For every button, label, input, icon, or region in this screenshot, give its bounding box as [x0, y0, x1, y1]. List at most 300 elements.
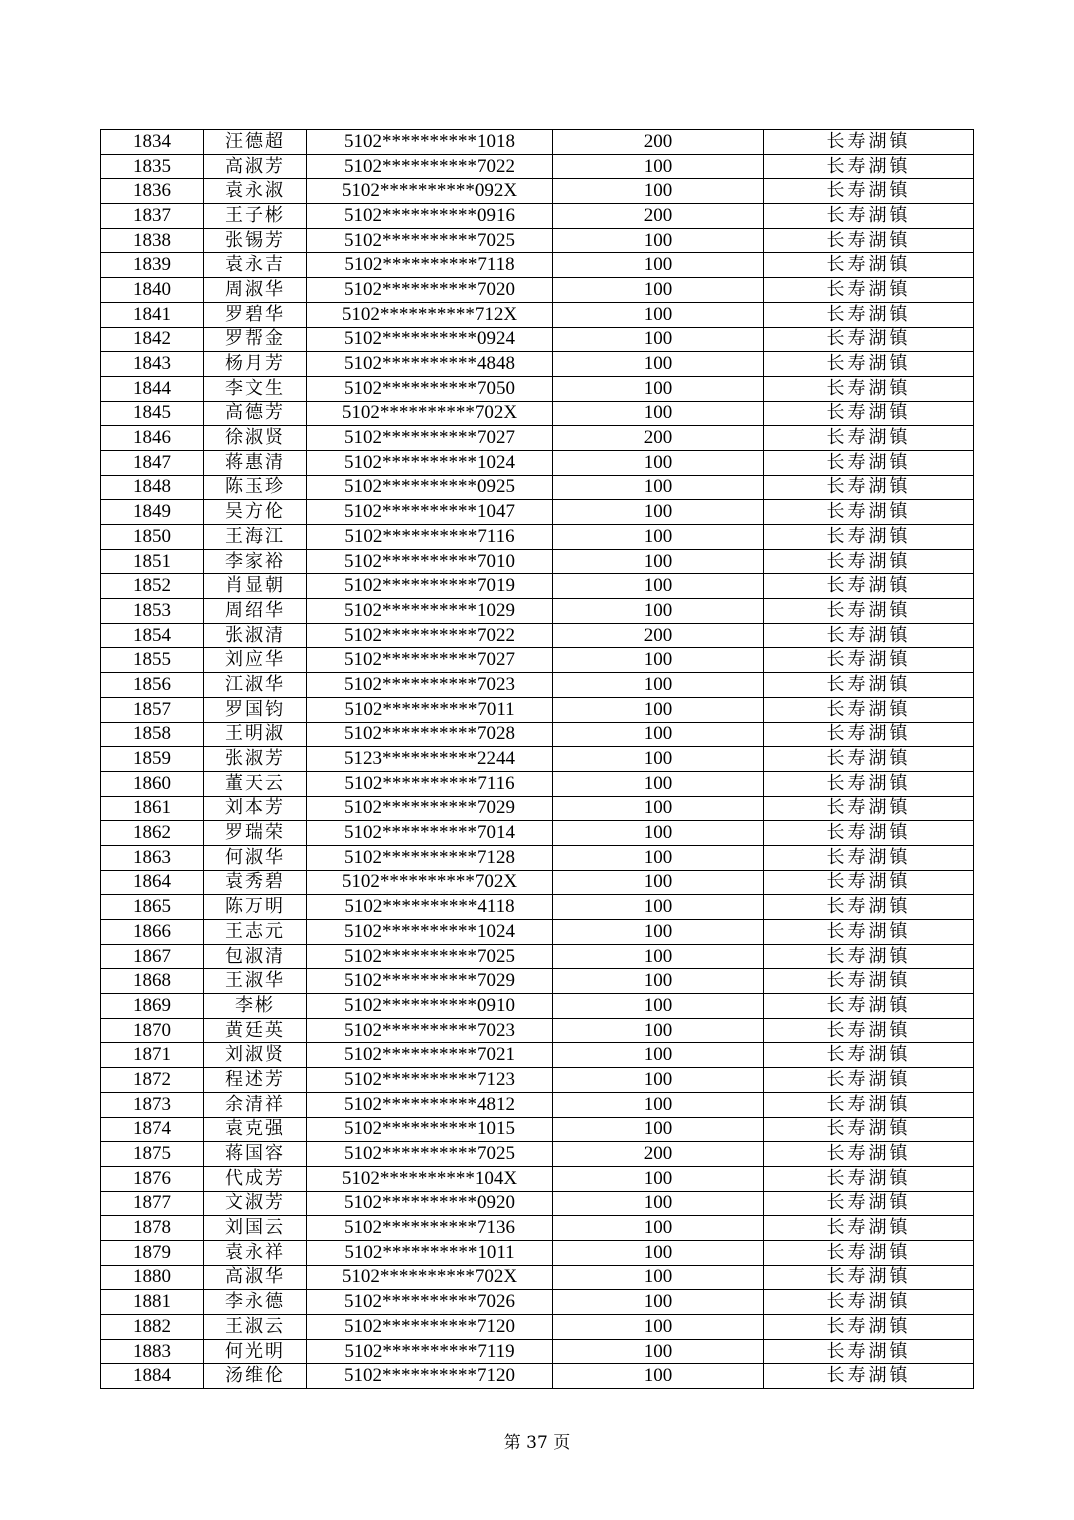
township-cell: 长寿湖镇 [764, 228, 974, 253]
name-cell: 王淑云 [204, 1315, 307, 1340]
amount-cell: 100 [553, 179, 764, 204]
table-row [101, 845, 974, 870]
amount-cell: 100 [553, 994, 764, 1019]
amount-cell: 100 [553, 1290, 764, 1315]
id-number-cell: 5102**********7026 [307, 1290, 553, 1315]
table-row [101, 1142, 974, 1167]
name-cell: 高德芳 [204, 401, 307, 426]
township-cell: 长寿湖镇 [764, 648, 974, 673]
township-cell: 长寿湖镇 [764, 1265, 974, 1290]
table-row [101, 327, 974, 352]
id-number-cell: 5102**********7120 [307, 1315, 553, 1340]
township-cell: 长寿湖镇 [764, 278, 974, 303]
row-number-cell: 1841 [101, 302, 204, 327]
id-number-cell: 5102**********0925 [307, 475, 553, 500]
table-row [101, 969, 974, 994]
row-number-cell: 1872 [101, 1068, 204, 1093]
table-row [101, 401, 974, 426]
amount-cell: 100 [553, 1166, 764, 1191]
amount-cell: 100 [553, 1068, 764, 1093]
name-cell: 程述芳 [204, 1068, 307, 1093]
table-row [101, 1018, 974, 1043]
id-number-cell: 5102**********7025 [307, 944, 553, 969]
table-row [101, 623, 974, 648]
name-cell: 蒋惠清 [204, 450, 307, 475]
name-cell: 张锡芳 [204, 228, 307, 253]
amount-cell: 100 [553, 1339, 764, 1364]
id-number-cell: 5102**********1029 [307, 599, 553, 624]
id-number-cell: 5102**********4118 [307, 895, 553, 920]
roster-table-body [101, 130, 974, 1389]
row-number-cell: 1881 [101, 1290, 204, 1315]
table-row [101, 450, 974, 475]
township-cell: 长寿湖镇 [764, 253, 974, 278]
table-row [101, 648, 974, 673]
township-cell: 长寿湖镇 [764, 1240, 974, 1265]
name-cell: 罗碧华 [204, 302, 307, 327]
name-cell: 袁克强 [204, 1117, 307, 1142]
township-cell: 长寿湖镇 [764, 1142, 974, 1167]
row-number-cell: 1867 [101, 944, 204, 969]
table-row [101, 278, 974, 303]
name-cell: 何光明 [204, 1339, 307, 1364]
id-number-cell: 5102**********4812 [307, 1092, 553, 1117]
table-row [101, 475, 974, 500]
table-row [101, 1068, 974, 1093]
id-number-cell: 5102**********7118 [307, 253, 553, 278]
name-cell: 刘本芳 [204, 796, 307, 821]
name-cell: 陈玉珍 [204, 475, 307, 500]
row-number-cell: 1856 [101, 673, 204, 698]
row-number-cell: 1852 [101, 574, 204, 599]
id-number-cell: 5102**********7021 [307, 1043, 553, 1068]
name-cell: 黄廷英 [204, 1018, 307, 1043]
township-cell: 长寿湖镇 [764, 500, 974, 525]
amount-cell: 100 [553, 549, 764, 574]
amount-cell: 100 [553, 228, 764, 253]
id-number-cell: 5102**********7028 [307, 722, 553, 747]
row-number-cell: 1864 [101, 870, 204, 895]
id-number-cell: 5102**********7022 [307, 154, 553, 179]
amount-cell: 100 [553, 327, 764, 352]
amount-cell: 100 [553, 845, 764, 870]
roster-table [100, 129, 974, 1389]
name-cell: 高淑芳 [204, 154, 307, 179]
township-cell: 长寿湖镇 [764, 1068, 974, 1093]
name-cell: 吴方伦 [204, 500, 307, 525]
id-number-cell: 5102**********1011 [307, 1240, 553, 1265]
id-number-cell: 5102**********702X [307, 870, 553, 895]
name-cell: 袁秀碧 [204, 870, 307, 895]
amount-cell: 100 [553, 895, 764, 920]
id-number-cell: 5102**********7027 [307, 648, 553, 673]
row-number-cell: 1854 [101, 623, 204, 648]
id-number-cell: 5102**********7020 [307, 278, 553, 303]
id-number-cell: 5102**********7019 [307, 574, 553, 599]
amount-cell: 100 [553, 1018, 764, 1043]
row-number-cell: 1840 [101, 278, 204, 303]
table-row [101, 302, 974, 327]
row-number-cell: 1879 [101, 1240, 204, 1265]
id-number-cell: 5102**********0924 [307, 327, 553, 352]
id-number-cell: 5102**********7022 [307, 623, 553, 648]
township-cell: 长寿湖镇 [764, 401, 974, 426]
amount-cell: 100 [553, 475, 764, 500]
id-number-cell: 5102**********7011 [307, 697, 553, 722]
amount-cell: 100 [553, 401, 764, 426]
township-cell: 长寿湖镇 [764, 969, 974, 994]
township-cell: 长寿湖镇 [764, 870, 974, 895]
amount-cell: 100 [553, 1315, 764, 1340]
township-cell: 长寿湖镇 [764, 1339, 974, 1364]
id-number-cell: 5102**********7116 [307, 771, 553, 796]
name-cell: 张淑清 [204, 623, 307, 648]
row-number-cell: 1871 [101, 1043, 204, 1068]
row-number-cell: 1855 [101, 648, 204, 673]
township-cell: 长寿湖镇 [764, 574, 974, 599]
name-cell: 汤维伦 [204, 1364, 307, 1389]
amount-cell: 100 [553, 771, 764, 796]
name-cell: 袁永淑 [204, 179, 307, 204]
amount-cell: 200 [553, 204, 764, 229]
row-number-cell: 1878 [101, 1216, 204, 1241]
name-cell: 李文生 [204, 376, 307, 401]
name-cell: 王海江 [204, 525, 307, 550]
township-cell: 长寿湖镇 [764, 475, 974, 500]
township-cell: 长寿湖镇 [764, 549, 974, 574]
table-row [101, 352, 974, 377]
table-row [101, 1339, 974, 1364]
township-cell: 长寿湖镇 [764, 525, 974, 550]
id-number-cell: 5102**********1018 [307, 130, 553, 155]
township-cell: 长寿湖镇 [764, 747, 974, 772]
amount-cell: 100 [553, 796, 764, 821]
id-number-cell: 5102**********1024 [307, 450, 553, 475]
amount-cell: 100 [553, 697, 764, 722]
name-cell: 王淑华 [204, 969, 307, 994]
row-number-cell: 1883 [101, 1339, 204, 1364]
name-cell: 何淑华 [204, 845, 307, 870]
id-number-cell: 5102**********7029 [307, 796, 553, 821]
row-number-cell: 1865 [101, 895, 204, 920]
name-cell: 李家裕 [204, 549, 307, 574]
row-number-cell: 1858 [101, 722, 204, 747]
table-row [101, 747, 974, 772]
amount-cell: 200 [553, 1142, 764, 1167]
amount-cell: 100 [553, 969, 764, 994]
row-number-cell: 1835 [101, 154, 204, 179]
name-cell: 文淑芳 [204, 1191, 307, 1216]
name-cell: 董天云 [204, 771, 307, 796]
row-number-cell: 1837 [101, 204, 204, 229]
row-number-cell: 1843 [101, 352, 204, 377]
township-cell: 长寿湖镇 [764, 130, 974, 155]
table-row [101, 1092, 974, 1117]
id-number-cell: 5102**********712X [307, 302, 553, 327]
id-number-cell: 5102**********7123 [307, 1068, 553, 1093]
amount-cell: 100 [553, 1043, 764, 1068]
row-number-cell: 1857 [101, 697, 204, 722]
table-row [101, 944, 974, 969]
name-cell: 刘应华 [204, 648, 307, 673]
table-row [101, 154, 974, 179]
township-cell: 长寿湖镇 [764, 1018, 974, 1043]
row-number-cell: 1869 [101, 994, 204, 1019]
township-cell: 长寿湖镇 [764, 895, 974, 920]
id-number-cell: 5102**********7119 [307, 1339, 553, 1364]
table-row [101, 549, 974, 574]
row-number-cell: 1853 [101, 599, 204, 624]
row-number-cell: 1875 [101, 1142, 204, 1167]
township-cell: 长寿湖镇 [764, 352, 974, 377]
row-number-cell: 1839 [101, 253, 204, 278]
row-number-cell: 1862 [101, 821, 204, 846]
amount-cell: 100 [553, 870, 764, 895]
name-cell: 周绍华 [204, 599, 307, 624]
amount-cell: 100 [553, 599, 764, 624]
row-number-cell: 1851 [101, 549, 204, 574]
name-cell: 汪德超 [204, 130, 307, 155]
name-cell: 李彬 [204, 994, 307, 1019]
table-row [101, 673, 974, 698]
township-cell: 长寿湖镇 [764, 1315, 974, 1340]
id-number-cell: 5102**********7023 [307, 673, 553, 698]
name-cell: 高淑华 [204, 1265, 307, 1290]
township-cell: 长寿湖镇 [764, 1166, 974, 1191]
table-row [101, 179, 974, 204]
township-cell: 长寿湖镇 [764, 426, 974, 451]
table-row [101, 1166, 974, 1191]
amount-cell: 200 [553, 623, 764, 648]
name-cell: 陈万明 [204, 895, 307, 920]
id-number-cell: 5102**********0920 [307, 1191, 553, 1216]
amount-cell: 100 [553, 1216, 764, 1241]
id-number-cell: 5102**********7128 [307, 845, 553, 870]
township-cell: 长寿湖镇 [764, 796, 974, 821]
table-row [101, 1315, 974, 1340]
page-number: 第 37 页 [503, 1433, 571, 1453]
id-number-cell: 5102**********1047 [307, 500, 553, 525]
amount-cell: 100 [553, 154, 764, 179]
township-cell: 长寿湖镇 [764, 1117, 974, 1142]
township-cell: 长寿湖镇 [764, 722, 974, 747]
township-cell: 长寿湖镇 [764, 179, 974, 204]
row-number-cell: 1861 [101, 796, 204, 821]
table-row [101, 599, 974, 624]
amount-cell: 100 [553, 1092, 764, 1117]
table-row [101, 130, 974, 155]
amount-cell: 100 [553, 920, 764, 945]
row-number-cell: 1847 [101, 450, 204, 475]
amount-cell: 100 [553, 1191, 764, 1216]
table-row [101, 821, 974, 846]
table-row [101, 994, 974, 1019]
id-number-cell: 5102**********7050 [307, 376, 553, 401]
table-row [101, 1191, 974, 1216]
row-number-cell: 1876 [101, 1166, 204, 1191]
id-number-cell: 5102**********104X [307, 1166, 553, 1191]
amount-cell: 100 [553, 821, 764, 846]
amount-cell: 100 [553, 1240, 764, 1265]
id-number-cell: 5102**********7010 [307, 549, 553, 574]
table-row [101, 204, 974, 229]
name-cell: 袁永祥 [204, 1240, 307, 1265]
table-row [101, 796, 974, 821]
table-row [101, 697, 974, 722]
row-number-cell: 1874 [101, 1117, 204, 1142]
amount-cell: 100 [553, 747, 764, 772]
table-row [101, 870, 974, 895]
township-cell: 长寿湖镇 [764, 1216, 974, 1241]
id-number-cell: 5102**********7029 [307, 969, 553, 994]
table-row [101, 895, 974, 920]
name-cell: 杨月芳 [204, 352, 307, 377]
township-cell: 长寿湖镇 [764, 845, 974, 870]
township-cell: 长寿湖镇 [764, 994, 974, 1019]
name-cell: 张淑芳 [204, 747, 307, 772]
name-cell: 刘淑贤 [204, 1043, 307, 1068]
table-row [101, 376, 974, 401]
township-cell: 长寿湖镇 [764, 1092, 974, 1117]
township-cell: 长寿湖镇 [764, 154, 974, 179]
township-cell: 长寿湖镇 [764, 599, 974, 624]
row-number-cell: 1873 [101, 1092, 204, 1117]
table-row [101, 771, 974, 796]
township-cell: 长寿湖镇 [764, 1043, 974, 1068]
amount-cell: 100 [553, 673, 764, 698]
table-row [101, 920, 974, 945]
name-cell: 王子彬 [204, 204, 307, 229]
table-row [101, 500, 974, 525]
township-cell: 长寿湖镇 [764, 204, 974, 229]
table-row [101, 1364, 974, 1389]
amount-cell: 100 [553, 648, 764, 673]
name-cell: 李永德 [204, 1290, 307, 1315]
township-cell: 长寿湖镇 [764, 623, 974, 648]
row-number-cell: 1880 [101, 1265, 204, 1290]
id-number-cell: 5102**********1024 [307, 920, 553, 945]
amount-cell: 200 [553, 426, 764, 451]
row-number-cell: 1850 [101, 525, 204, 550]
id-number-cell: 5102**********0910 [307, 994, 553, 1019]
amount-cell: 100 [553, 302, 764, 327]
township-cell: 长寿湖镇 [764, 327, 974, 352]
table-row [101, 574, 974, 599]
name-cell: 罗瑞荣 [204, 821, 307, 846]
name-cell: 蒋国容 [204, 1142, 307, 1167]
id-number-cell: 5102**********7023 [307, 1018, 553, 1043]
township-cell: 长寿湖镇 [764, 302, 974, 327]
amount-cell: 100 [553, 376, 764, 401]
township-cell: 长寿湖镇 [764, 697, 974, 722]
amount-cell: 100 [553, 944, 764, 969]
row-number-cell: 1863 [101, 845, 204, 870]
township-cell: 长寿湖镇 [764, 1364, 974, 1389]
township-cell: 长寿湖镇 [764, 376, 974, 401]
id-number-cell: 5102**********7025 [307, 228, 553, 253]
row-number-cell: 1877 [101, 1191, 204, 1216]
id-number-cell: 5102**********4848 [307, 352, 553, 377]
row-number-cell: 1834 [101, 130, 204, 155]
row-number-cell: 1860 [101, 771, 204, 796]
table-row [101, 426, 974, 451]
id-number-cell: 5102**********1015 [307, 1117, 553, 1142]
row-number-cell: 1848 [101, 475, 204, 500]
id-number-cell: 5102**********702X [307, 401, 553, 426]
name-cell: 余清祥 [204, 1092, 307, 1117]
table-row [101, 1290, 974, 1315]
row-number-cell: 1844 [101, 376, 204, 401]
amount-cell: 100 [553, 722, 764, 747]
row-number-cell: 1849 [101, 500, 204, 525]
id-number-cell: 5123**********2244 [307, 747, 553, 772]
name-cell: 王志元 [204, 920, 307, 945]
township-cell: 长寿湖镇 [764, 1290, 974, 1315]
id-number-cell: 5102**********702X [307, 1265, 553, 1290]
name-cell: 江淑华 [204, 673, 307, 698]
row-number-cell: 1838 [101, 228, 204, 253]
table-row [101, 722, 974, 747]
name-cell: 代成芳 [204, 1166, 307, 1191]
row-number-cell: 1882 [101, 1315, 204, 1340]
row-number-cell: 1866 [101, 920, 204, 945]
table-row [101, 1240, 974, 1265]
amount-cell: 100 [553, 500, 764, 525]
row-number-cell: 1868 [101, 969, 204, 994]
name-cell: 罗帮金 [204, 327, 307, 352]
row-number-cell: 1884 [101, 1364, 204, 1389]
table-row [101, 228, 974, 253]
table-row [101, 1216, 974, 1241]
township-cell: 长寿湖镇 [764, 821, 974, 846]
township-cell: 长寿湖镇 [764, 771, 974, 796]
name-cell: 肖显朝 [204, 574, 307, 599]
amount-cell: 100 [553, 253, 764, 278]
name-cell: 罗国钧 [204, 697, 307, 722]
row-number-cell: 1842 [101, 327, 204, 352]
amount-cell: 100 [553, 278, 764, 303]
amount-cell: 100 [553, 1364, 764, 1389]
name-cell: 徐淑贤 [204, 426, 307, 451]
id-number-cell: 5102**********7027 [307, 426, 553, 451]
name-cell: 包淑清 [204, 944, 307, 969]
amount-cell: 100 [553, 1265, 764, 1290]
row-number-cell: 1859 [101, 747, 204, 772]
amount-cell: 100 [553, 1117, 764, 1142]
amount-cell: 100 [553, 352, 764, 377]
name-cell: 袁永吉 [204, 253, 307, 278]
id-number-cell: 5102**********7025 [307, 1142, 553, 1167]
table-row [101, 1265, 974, 1290]
amount-cell: 100 [553, 525, 764, 550]
id-number-cell: 5102**********7014 [307, 821, 553, 846]
name-cell: 王明淑 [204, 722, 307, 747]
id-number-cell: 5102**********092X [307, 179, 553, 204]
township-cell: 长寿湖镇 [764, 673, 974, 698]
township-cell: 长寿湖镇 [764, 450, 974, 475]
amount-cell: 100 [553, 574, 764, 599]
row-number-cell: 1846 [101, 426, 204, 451]
amount-cell: 100 [553, 450, 764, 475]
table-row [101, 1043, 974, 1068]
row-number-cell: 1845 [101, 401, 204, 426]
name-cell: 刘国云 [204, 1216, 307, 1241]
township-cell: 长寿湖镇 [764, 1191, 974, 1216]
table-row [101, 525, 974, 550]
row-number-cell: 1836 [101, 179, 204, 204]
row-number-cell: 1870 [101, 1018, 204, 1043]
id-number-cell: 5102**********7116 [307, 525, 553, 550]
